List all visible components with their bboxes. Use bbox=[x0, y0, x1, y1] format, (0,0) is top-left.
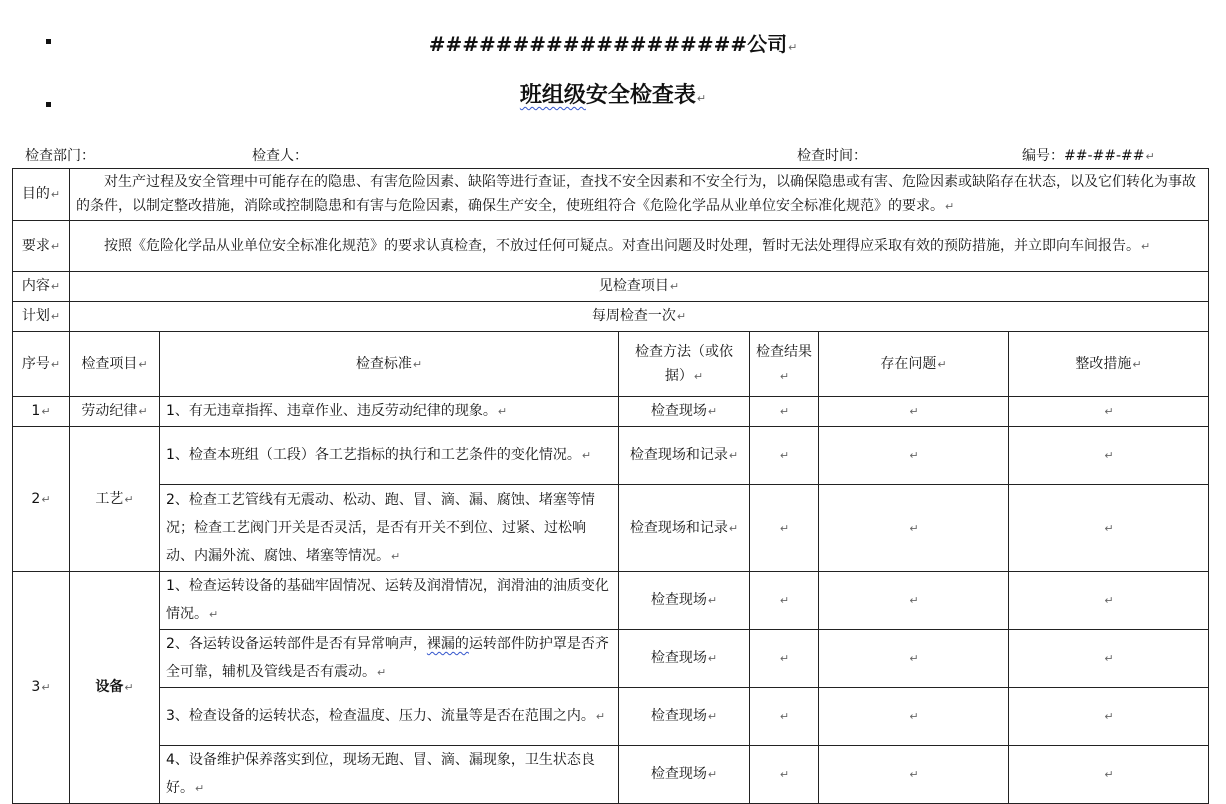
row-method: 检查现场↵ bbox=[619, 572, 750, 630]
row-standard: 2、各运转设备运转部件是否有异常响声，裸漏的运转部件防护罩是否齐全可靠，辅机及管线是否有震动。↵ bbox=[160, 630, 619, 688]
row-result: ↵ bbox=[750, 427, 819, 485]
row-method: 检查现场↵ bbox=[619, 397, 750, 427]
row-result: ↵ bbox=[750, 746, 819, 804]
row-problem: ↵ bbox=[819, 572, 1009, 630]
row-result: ↵ bbox=[750, 485, 819, 572]
row-standard: 2、检查工艺管线有无震动、松动、跑、冒、滴、漏、腐蚀、堵塞等情况；检查工艺阀门开关是否灵活，是否有开关不到位、过紧、过松响动、内漏外流、腐蚀、堵塞等情况。↵ bbox=[160, 485, 619, 572]
row-standard: 1、检查运转设备的基础牢固情况、运转及润滑情况，润滑油的油质变化情况。↵ bbox=[160, 572, 619, 630]
row-no: 3↵ bbox=[13, 572, 70, 804]
time-label: 检查时间： bbox=[797, 148, 867, 164]
purpose-label: 目的↵ bbox=[13, 169, 70, 221]
requirement-row bbox=[13, 221, 1209, 272]
row-item: 工艺↵ bbox=[70, 427, 160, 572]
plan-text: 每周检查一次↵ bbox=[70, 302, 1209, 332]
number-label: 编号：##-##-##↵ bbox=[1022, 148, 1155, 164]
content-label: 内容↵ bbox=[13, 272, 70, 302]
inspection-table bbox=[12, 168, 1209, 804]
row-result: ↵ bbox=[750, 572, 819, 630]
row-result: ↵ bbox=[750, 630, 819, 688]
col-header-item: 检查项目↵ bbox=[70, 332, 160, 397]
table-row bbox=[13, 746, 1209, 804]
row-method: 检查现场和记录↵ bbox=[619, 485, 750, 572]
row-standard: 1、有无违章指挥、违章作业、违反劳动纪律的现象。↵ bbox=[160, 397, 619, 427]
requirement-label: 要求↵ bbox=[13, 221, 70, 272]
header-row bbox=[13, 332, 1209, 397]
content-text: 见检查项目↵ bbox=[70, 272, 1209, 302]
table-row bbox=[13, 688, 1209, 746]
row-measure: ↵ bbox=[1009, 746, 1209, 804]
col-header-result: 检查结果↵ bbox=[750, 332, 819, 397]
col-header-no: 序号↵ bbox=[13, 332, 70, 397]
table-row bbox=[13, 397, 1209, 427]
dept-label: 检查部门： bbox=[25, 148, 95, 164]
row-no: 1↵ bbox=[13, 397, 70, 427]
table-row bbox=[13, 485, 1209, 572]
row-result: ↵ bbox=[750, 688, 819, 746]
table-row bbox=[13, 630, 1209, 688]
purpose-row bbox=[13, 169, 1209, 221]
row-problem: ↵ bbox=[819, 630, 1009, 688]
row-problem: ↵ bbox=[819, 397, 1009, 427]
row-problem: ↵ bbox=[819, 485, 1009, 572]
row-measure: ↵ bbox=[1009, 427, 1209, 485]
col-header-standard: 检查标准↵ bbox=[160, 332, 619, 397]
row-method: 检查现场和记录↵ bbox=[619, 427, 750, 485]
col-header-problem: 存在问题↵ bbox=[819, 332, 1009, 397]
plan-label: 计划↵ bbox=[13, 302, 70, 332]
row-measure: ↵ bbox=[1009, 485, 1209, 572]
document-title: 班组级安全检查表↵ bbox=[519, 82, 707, 108]
inspector-label: 检查人： bbox=[252, 148, 308, 164]
requirement-text: 按照《危险化学品从业单位安全标准化规范》的要求认真检查，不放过任何可疑点。对查出问题及时处理，暂时无法处理得应采取有效的预防措施，并立即向车间报告。↵ bbox=[70, 221, 1209, 272]
company-name: ###################公司↵ bbox=[428, 32, 798, 56]
col-header-method: 检查方法（或依据）↵ bbox=[619, 332, 750, 397]
row-measure: ↵ bbox=[1009, 630, 1209, 688]
col-header-measure: 整改措施↵ bbox=[1009, 332, 1209, 397]
row-problem: ↵ bbox=[819, 427, 1009, 485]
plan-row bbox=[13, 302, 1209, 332]
row-measure: ↵ bbox=[1009, 572, 1209, 630]
row-item: 劳动纪律↵ bbox=[70, 397, 160, 427]
row-method: 检查现场↵ bbox=[619, 630, 750, 688]
row-standard: 4、设备维护保养落实到位，现场无跑、冒、滴、漏现象，卫生状态良好。↵ bbox=[160, 746, 619, 804]
content-row bbox=[13, 272, 1209, 302]
table-row bbox=[13, 427, 1209, 485]
row-item: 设备↵ bbox=[70, 572, 160, 804]
row-no: 2↵ bbox=[13, 427, 70, 572]
row-problem: ↵ bbox=[819, 746, 1009, 804]
row-method: 检查现场↵ bbox=[619, 688, 750, 746]
row-standard: 1、检查本班组（工段）各工艺指标的执行和工艺条件的变化情况。↵ bbox=[160, 427, 619, 485]
table-row bbox=[13, 572, 1209, 630]
row-result: ↵ bbox=[750, 397, 819, 427]
purpose-text: 对生产过程及安全管理中可能存在的隐患、有害危险因素、缺陷等进行查证，查找不安全因素和不安全行为，以确保隐患或有害、危险因素或缺陷存在状态，以及它们转化为事故的条件，以制定整改措施，消除或控制隐患和有害与危险因素，确保生产安全，使班组符合《危险化学品从业单位安全标准化规范》的要求。↵ bbox=[70, 169, 1209, 221]
row-problem: ↵ bbox=[819, 688, 1009, 746]
row-measure: ↵ bbox=[1009, 397, 1209, 427]
row-standard: 3、检查设备的运转状态，检查温度、压力、流量等是否在范围之内。↵ bbox=[160, 688, 619, 746]
row-method: 检查现场↵ bbox=[619, 746, 750, 804]
row-measure: ↵ bbox=[1009, 688, 1209, 746]
